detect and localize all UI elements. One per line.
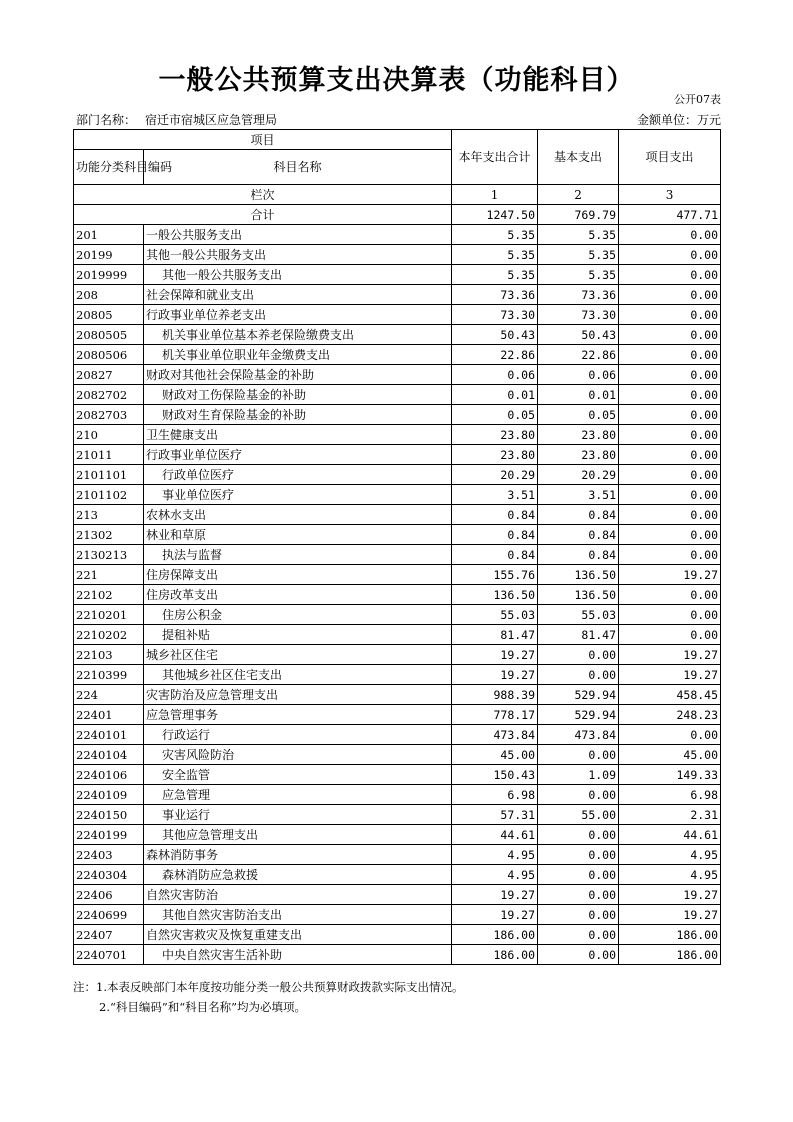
total-expenditure-value: 20.29: [452, 465, 538, 485]
subject-code: 2240101: [74, 725, 144, 745]
total-expenditure-value: 136.50: [452, 585, 538, 605]
project-expenditure-value: 0.00: [619, 605, 721, 625]
project-expenditure-value: 149.33: [619, 765, 721, 785]
table-row: [74, 425, 721, 445]
project-expenditure-value: 0.00: [619, 345, 721, 365]
basic-expenditure-value: 0.00: [538, 845, 619, 865]
project-expenditure-value: 0.00: [619, 285, 721, 305]
basic-expenditure-value: 81.47: [538, 625, 619, 645]
basic-expenditure-value: 0.00: [538, 785, 619, 805]
total-expenditure-value: 0.84: [452, 525, 538, 545]
total-expenditure-value: 0.01: [452, 385, 538, 405]
subject-code: 2130213: [74, 545, 144, 565]
subject-name: 行政事业单位医疗: [144, 445, 452, 465]
total-expenditure-value: 22.86: [452, 345, 538, 365]
total-expenditure-value: 44.61: [452, 825, 538, 845]
table-row: [74, 445, 721, 465]
header-total-expenditure: 本年支出合计: [452, 130, 538, 185]
project-expenditure-value: 0.00: [619, 465, 721, 485]
header-basic-expenditure: 基本支出: [538, 130, 619, 185]
project-expenditure-value: 0.00: [619, 525, 721, 545]
total-expenditure-value: 3.51: [452, 485, 538, 505]
total-expenditure-value: 0.05: [452, 405, 538, 425]
subject-name: 其他自然灾害防治支出: [144, 905, 452, 925]
subject-code: 22103: [74, 645, 144, 665]
project-expenditure-value: 0.00: [619, 725, 721, 745]
subject-name: 事业运行: [144, 805, 452, 825]
subject-code: 22407: [74, 925, 144, 945]
basic-expenditure-value: 1.09: [538, 765, 619, 785]
subject-code: 22406: [74, 885, 144, 905]
basic-expenditure-value: 0.00: [538, 745, 619, 765]
subject-name: 事业单位医疗: [144, 485, 452, 505]
basic-expenditure-value: 20.29: [538, 465, 619, 485]
table-row: [74, 905, 721, 925]
total-expenditure-value: 0.06: [452, 365, 538, 385]
subject-name: 住房改革支出: [144, 585, 452, 605]
subject-name: 自然灾害防治: [144, 885, 452, 905]
basic-expenditure-value: 0.84: [538, 505, 619, 525]
subject-name: 森林消防事务: [144, 845, 452, 865]
basic-expenditure-value: 23.80: [538, 425, 619, 445]
total-expenditure-value: 0.84: [452, 505, 538, 525]
basic-expenditure-value: 0.00: [538, 905, 619, 925]
table-row: [74, 665, 721, 685]
table-row: [74, 825, 721, 845]
table-row: [74, 385, 721, 405]
total-value-2: 769.79: [538, 205, 619, 225]
table-row: [74, 845, 721, 865]
table-row: [74, 865, 721, 885]
total-expenditure-value: 0.84: [452, 545, 538, 565]
subject-code: 20827: [74, 365, 144, 385]
total-expenditure-value: 81.47: [452, 625, 538, 645]
table-row: [74, 645, 721, 665]
table-row: [74, 785, 721, 805]
project-expenditure-value: 0.00: [619, 545, 721, 565]
total-expenditure-value: 6.98: [452, 785, 538, 805]
header-code: 功能分类科目编码: [74, 150, 144, 185]
basic-expenditure-value: 22.86: [538, 345, 619, 365]
subject-name: 安全监管: [144, 765, 452, 785]
subject-name: 林业和草原: [144, 525, 452, 545]
subject-code: 2210399: [74, 665, 144, 685]
subject-code: 2080506: [74, 345, 144, 365]
subject-name: 行政事业单位养老支出: [144, 305, 452, 325]
project-expenditure-value: 0.00: [619, 365, 721, 385]
col-index-2: 2: [538, 185, 619, 205]
table-row: [74, 745, 721, 765]
basic-expenditure-value: 0.00: [538, 865, 619, 885]
total-expenditure-value: 55.03: [452, 605, 538, 625]
project-expenditure-value: 2.31: [619, 805, 721, 825]
project-expenditure-value: 45.00: [619, 745, 721, 765]
table-row: [74, 945, 721, 965]
subject-name: 社会保障和就业支出: [144, 285, 452, 305]
table-row: [74, 285, 721, 305]
basic-expenditure-value: 0.05: [538, 405, 619, 425]
subject-code: 224: [74, 685, 144, 705]
project-expenditure-value: 0.00: [619, 265, 721, 285]
project-expenditure-value: 19.27: [619, 905, 721, 925]
project-expenditure-value: 186.00: [619, 925, 721, 945]
project-expenditure-value: 19.27: [619, 885, 721, 905]
subject-code: 201: [74, 225, 144, 245]
subject-code: 2019999: [74, 265, 144, 285]
total-expenditure-value: 5.35: [452, 225, 538, 245]
table-row: [74, 305, 721, 325]
table-row: [74, 765, 721, 785]
project-expenditure-value: 0.00: [619, 325, 721, 345]
basic-expenditure-value: 5.35: [538, 265, 619, 285]
subject-name: 森林消防应急救援: [144, 865, 452, 885]
department-name: 宿迁市宿城区应急管理局: [145, 113, 278, 127]
notes: [73, 977, 463, 1017]
total-expenditure-value: 73.36: [452, 285, 538, 305]
subject-code: 22401: [74, 705, 144, 725]
note-line-1: 注：1.本表反映部门本年度按功能分类一般公共预算财政拨款实际支出情况。: [73, 980, 464, 994]
subject-name: 灾害风险防治: [144, 745, 452, 765]
subject-name: 其他城乡社区住宅支出: [144, 665, 452, 685]
subject-code: 20199: [74, 245, 144, 265]
lanci-label: 栏次: [74, 185, 452, 205]
column-index-row: [74, 185, 721, 205]
total-value-3: 477.71: [619, 205, 721, 225]
project-expenditure-value: 0.00: [619, 385, 721, 405]
subject-name: 机关事业单位职业年金缴费支出: [144, 345, 452, 365]
total-row: [74, 205, 721, 225]
table-row: [74, 265, 721, 285]
total-expenditure-value: 19.27: [452, 665, 538, 685]
basic-expenditure-value: 55.03: [538, 605, 619, 625]
project-expenditure-value: 186.00: [619, 945, 721, 965]
project-expenditure-value: 6.98: [619, 785, 721, 805]
subject-name: 财政对其他社会保险基金的补助: [144, 365, 452, 385]
total-expenditure-value: 57.31: [452, 805, 538, 825]
basic-expenditure-value: 23.80: [538, 445, 619, 465]
table-row: [74, 225, 721, 245]
subject-code: 2082703: [74, 405, 144, 425]
subject-name: 农林水支出: [144, 505, 452, 525]
table-row: [74, 465, 721, 485]
table-row: [74, 325, 721, 345]
subject-name: 自然灾害救灾及恢复重建支出: [144, 925, 452, 945]
table-row: [74, 725, 721, 745]
total-label: 合计: [74, 205, 452, 225]
table-row: [74, 805, 721, 825]
project-expenditure-value: 4.95: [619, 865, 721, 885]
total-expenditure-value: 5.35: [452, 245, 538, 265]
department-label: 部门名称：: [76, 113, 137, 127]
basic-expenditure-value: 0.84: [538, 545, 619, 565]
project-expenditure-value: 19.27: [619, 565, 721, 585]
total-expenditure-value: 19.27: [452, 885, 538, 905]
table-row: [74, 605, 721, 625]
subject-name: 卫生健康支出: [144, 425, 452, 445]
project-expenditure-value: 0.00: [619, 245, 721, 265]
basic-expenditure-value: 0.00: [538, 925, 619, 945]
table-row: [74, 625, 721, 645]
subject-name: 城乡社区住宅: [144, 645, 452, 665]
subject-code: 2240304: [74, 865, 144, 885]
total-expenditure-value: 186.00: [452, 925, 538, 945]
subject-name: 财政对生育保险基金的补助: [144, 405, 452, 425]
basic-expenditure-value: 136.50: [538, 585, 619, 605]
basic-expenditure-value: 529.94: [538, 685, 619, 705]
subject-code: 22102: [74, 585, 144, 605]
project-expenditure-value: 458.45: [619, 685, 721, 705]
total-value-1: 1247.50: [452, 205, 538, 225]
project-expenditure-value: 0.00: [619, 305, 721, 325]
note-line-2: 2.“科目编码”和“科目名称”均为必填项。: [99, 1000, 306, 1014]
total-expenditure-value: 45.00: [452, 745, 538, 765]
basic-expenditure-value: 73.30: [538, 305, 619, 325]
basic-expenditure-value: 50.43: [538, 325, 619, 345]
subject-code: 2080505: [74, 325, 144, 345]
subject-name: 灾害防治及应急管理支出: [144, 685, 452, 705]
subject-code: 210: [74, 425, 144, 445]
total-expenditure-value: 155.76: [452, 565, 538, 585]
table-row: [74, 525, 721, 545]
total-expenditure-value: 19.27: [452, 645, 538, 665]
subject-code: 2240104: [74, 745, 144, 765]
project-expenditure-value: 248.23: [619, 705, 721, 725]
subject-name: 财政对工伤保险基金的补助: [144, 385, 452, 405]
basic-expenditure-value: 73.36: [538, 285, 619, 305]
total-expenditure-value: 4.95: [452, 865, 538, 885]
basic-expenditure-value: 136.50: [538, 565, 619, 585]
col-index-1: 1: [452, 185, 538, 205]
basic-expenditure-value: 0.01: [538, 385, 619, 405]
total-expenditure-value: 73.30: [452, 305, 538, 325]
subject-name: 住房公积金: [144, 605, 452, 625]
project-expenditure-value: 0.00: [619, 625, 721, 645]
page-title: 一般公共预算支出决算表（功能科目）: [158, 65, 635, 96]
subject-name: 机关事业单位基本养老保险缴费支出: [144, 325, 452, 345]
total-expenditure-value: 23.80: [452, 425, 538, 445]
subject-code: 221: [74, 565, 144, 585]
basic-expenditure-value: 0.06: [538, 365, 619, 385]
table-row: [74, 685, 721, 705]
table-row: [74, 705, 721, 725]
total-expenditure-value: 778.17: [452, 705, 538, 725]
subject-name: 一般公共服务支出: [144, 225, 452, 245]
subject-code: 2240699: [74, 905, 144, 925]
subject-code: 21011: [74, 445, 144, 465]
project-expenditure-value: 44.61: [619, 825, 721, 845]
subject-code: 21302: [74, 525, 144, 545]
subject-code: 2240109: [74, 785, 144, 805]
total-expenditure-value: 5.35: [452, 265, 538, 285]
basic-expenditure-value: 5.35: [538, 245, 619, 265]
subject-code: 2082702: [74, 385, 144, 405]
subject-name: 应急管理事务: [144, 705, 452, 725]
basic-expenditure-value: 0.00: [538, 825, 619, 845]
subject-name: 其他一般公共服务支出: [144, 265, 452, 285]
basic-expenditure-value: 473.84: [538, 725, 619, 745]
basic-expenditure-value: 3.51: [538, 485, 619, 505]
header-project: 项目: [74, 130, 452, 150]
project-expenditure-value: 0.00: [619, 225, 721, 245]
subject-code: 213: [74, 505, 144, 525]
project-expenditure-value: 0.00: [619, 505, 721, 525]
col-index-3: 3: [619, 185, 721, 205]
subject-code: 22403: [74, 845, 144, 865]
subject-code: 208: [74, 285, 144, 305]
basic-expenditure-value: 5.35: [538, 225, 619, 245]
project-expenditure-value: 0.00: [619, 405, 721, 425]
form-number: 公开07表: [674, 93, 721, 106]
project-expenditure-value: 0.00: [619, 445, 721, 465]
total-expenditure-value: 4.95: [452, 845, 538, 865]
subject-code: 20805: [74, 305, 144, 325]
subject-name: 应急管理: [144, 785, 452, 805]
table-row: [74, 245, 721, 265]
table-row: [74, 405, 721, 425]
total-expenditure-value: 473.84: [452, 725, 538, 745]
total-expenditure-value: 19.27: [452, 905, 538, 925]
total-expenditure-value: 23.80: [452, 445, 538, 465]
subject-code: 2240106: [74, 765, 144, 785]
table-row: [74, 485, 721, 505]
subject-name: 行政单位医疗: [144, 465, 452, 485]
project-expenditure-value: 0.00: [619, 485, 721, 505]
subject-name: 其他一般公共服务支出: [144, 245, 452, 265]
expenditure-table: [73, 129, 721, 965]
project-expenditure-value: 19.27: [619, 645, 721, 665]
table-row: [74, 545, 721, 565]
subject-code: 2240150: [74, 805, 144, 825]
subject-code: 2101101: [74, 465, 144, 485]
table-row: [74, 505, 721, 525]
total-expenditure-value: 186.00: [452, 945, 538, 965]
table-row: [74, 925, 721, 945]
basic-expenditure-value: 0.00: [538, 885, 619, 905]
table-row: [74, 345, 721, 365]
header-row-1: [74, 130, 721, 150]
table-row: [74, 585, 721, 605]
header-name: 科目名称: [144, 150, 452, 185]
amount-unit: 金额单位：万元: [636, 113, 721, 127]
basic-expenditure-value: 529.94: [538, 705, 619, 725]
total-expenditure-value: 988.39: [452, 685, 538, 705]
subject-name: 住房保障支出: [144, 565, 452, 585]
project-expenditure-value: 4.95: [619, 845, 721, 865]
subject-name: 提租补贴: [144, 625, 452, 645]
basic-expenditure-value: 0.00: [538, 945, 619, 965]
project-expenditure-value: 19.27: [619, 665, 721, 685]
subject-code: 2210201: [74, 605, 144, 625]
total-expenditure-value: 150.43: [452, 765, 538, 785]
subject-code: 2101102: [74, 485, 144, 505]
subject-code: 2240701: [74, 945, 144, 965]
table-row: [74, 885, 721, 905]
subject-code: 2210202: [74, 625, 144, 645]
header-project-expenditure: 项目支出: [619, 130, 721, 185]
total-expenditure-value: 50.43: [452, 325, 538, 345]
basic-expenditure-value: 55.00: [538, 805, 619, 825]
subject-code: 2240199: [74, 825, 144, 845]
table-row: [74, 565, 721, 585]
project-expenditure-value: 0.00: [619, 585, 721, 605]
subject-name: 执法与监督: [144, 545, 452, 565]
basic-expenditure-value: 0.00: [538, 665, 619, 685]
table-row: [74, 365, 721, 385]
subject-name: 其他应急管理支出: [144, 825, 452, 845]
subject-name: 中央自然灾害生活补助: [144, 945, 452, 965]
basic-expenditure-value: 0.00: [538, 645, 619, 665]
basic-expenditure-value: 0.84: [538, 525, 619, 545]
project-expenditure-value: 0.00: [619, 425, 721, 445]
subject-name: 行政运行: [144, 725, 452, 745]
